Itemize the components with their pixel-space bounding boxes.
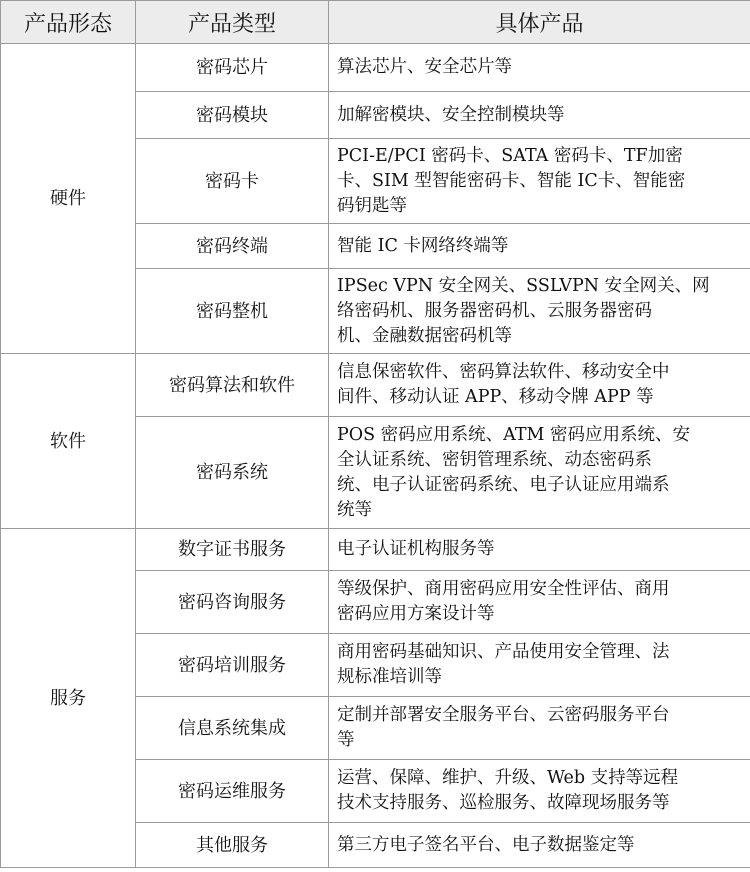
type-cell[interactable]: 密码终端 — [136, 224, 329, 269]
detail-cell[interactable] — [329, 269, 750, 354]
detail-line: 商用密码基础知识、产品使用安全管理、法 — [337, 642, 670, 662]
type-cell[interactable]: 密码模块 — [136, 92, 329, 139]
detail-cell[interactable] — [329, 823, 750, 868]
form-cell-service[interactable]: 服务 — [1, 529, 136, 868]
detail-line: POS 密码应用系统、ATM 密码应用系统、安 — [337, 424, 691, 445]
detail-line: 算法芯片、安全芯片等 — [337, 57, 512, 77]
detail-cell[interactable] — [329, 354, 750, 417]
detail-line: 定制并部署安全服务平台、云密码服务平台 — [337, 705, 670, 725]
detail-line: 信息保密软件、密码算法软件、移动安全中 — [337, 362, 670, 382]
detail-line: PCI-E/PCI 密码卡、SATA 密码卡、TF加密 — [337, 145, 683, 166]
detail-line: 加解密模块、安全控制模块等 — [337, 104, 565, 125]
form-cell-hardware[interactable]: 硬件 — [1, 44, 136, 354]
detail-line: 络密码机、服务器密码机、云服务器密码 — [337, 300, 652, 321]
header-product-type[interactable]: 产品类型 — [136, 1, 329, 44]
type-cell[interactable]: 其他服务 — [136, 823, 329, 868]
header-row — [1, 1, 750, 44]
table-row — [1, 354, 750, 417]
type-cell[interactable]: 密码培训服务 — [136, 634, 329, 697]
detail-line: 智能 IC 卡网络终端等 — [337, 235, 509, 256]
detail-cell[interactable] — [329, 44, 750, 92]
detail-line: 等级保护、商用密码应用安全性评估、商用 — [337, 579, 670, 599]
detail-line: 技术支持服务、巡检服务、故障现场服务等 — [337, 793, 670, 813]
detail-line: 码钥匙等 — [337, 195, 407, 216]
detail-cell[interactable] — [329, 760, 750, 823]
table-row — [1, 529, 750, 571]
detail-line: 卡、SIM 型智能密码卡、智能 IC卡、智能密 — [337, 170, 686, 191]
detail-cell[interactable] — [329, 697, 750, 760]
form-cell-software[interactable]: 软件 — [1, 354, 136, 529]
type-cell[interactable]: 密码运维服务 — [136, 760, 329, 823]
detail-line: 统等 — [337, 499, 372, 520]
type-cell[interactable]: 密码卡 — [136, 139, 329, 224]
type-cell[interactable]: 密码咨询服务 — [136, 571, 329, 634]
detail-cell[interactable] — [329, 417, 750, 529]
type-cell[interactable]: 信息系统集成 — [136, 697, 329, 760]
detail-line: 电子认证机构服务等 — [337, 539, 495, 559]
detail-line: 机、金融数据密码机等 — [337, 325, 512, 346]
detail-line: 密码应用方案设计等 — [337, 604, 495, 624]
detail-line: 运营、保障、维护、升级、Web 支持等远程 — [337, 768, 679, 788]
type-cell[interactable]: 密码芯片 — [136, 44, 329, 92]
detail-line: 全认证系统、密钥管理系统、动态密码系 — [337, 449, 652, 470]
detail-cell[interactable] — [329, 224, 750, 269]
table-row — [1, 44, 750, 92]
header-product-form[interactable]: 产品形态 — [1, 1, 136, 44]
type-cell[interactable]: 密码整机 — [136, 269, 329, 354]
type-cell[interactable]: 密码系统 — [136, 417, 329, 529]
detail-line: 间件、移动认证 APP、移动令牌 APP 等 — [337, 387, 654, 407]
detail-line: 统、电子认证密码系统、电子认证应用端系 — [337, 474, 670, 495]
detail-line: IPSec VPN 安全网关、SSLVPN 安全网关、网 — [337, 275, 710, 296]
detail-cell[interactable] — [329, 634, 750, 697]
detail-line: 等 — [337, 730, 355, 750]
detail-line: 第三方电子签名平台、电子数据鉴定等 — [337, 834, 635, 855]
detail-cell[interactable] — [329, 571, 750, 634]
detail-cell[interactable] — [329, 139, 750, 224]
header-specific-products[interactable]: 具体产品 — [329, 1, 750, 44]
type-cell[interactable]: 密码算法和软件 — [136, 354, 329, 417]
type-cell[interactable]: 数字证书服务 — [136, 529, 329, 571]
detail-line: 规标准培训等 — [337, 667, 442, 687]
detail-cell[interactable] — [329, 529, 750, 571]
detail-cell[interactable] — [329, 92, 750, 139]
